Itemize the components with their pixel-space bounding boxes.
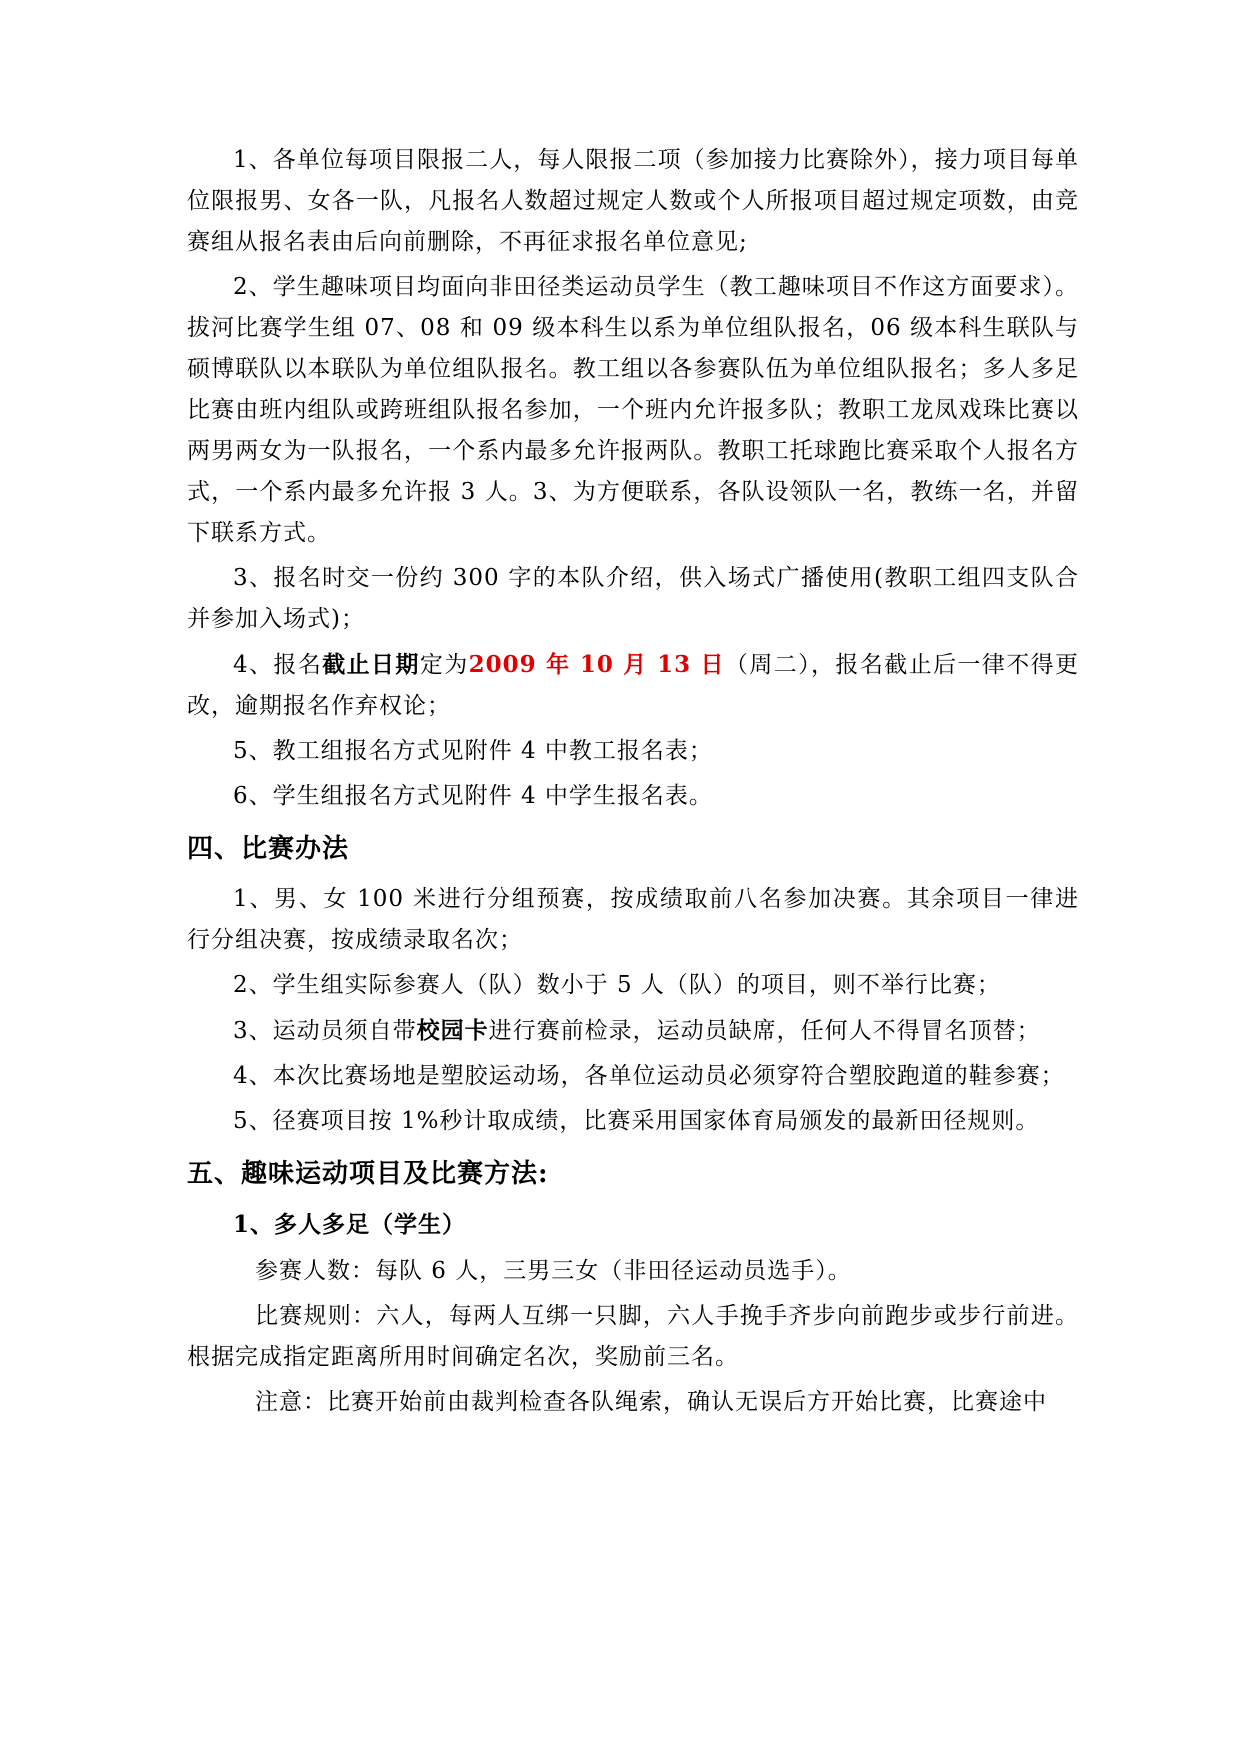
event-1-participants: 参赛人数：每队 6 人，三男三女（非田径运动员选手）。 — [255, 1258, 852, 1284]
section-4-title: 四、比赛办法 — [187, 834, 350, 864]
registration-item-1: 1、各单位每项目限报二人，每人限报二项（参加接力比赛除外），接力项目每单位限报男、女各一队，凡报名人数超过规定人数或个人所报项目超过规定项数，由竞赛组从报名表由后向前删除，不再征求报名单位意见; — [187, 147, 1079, 255]
registration-item-4 — [187, 644, 1079, 727]
registration-item-4-mid: 定为 — [419, 652, 469, 678]
competition-rule-3 — [187, 1010, 1079, 1052]
registration-item-3: 3、报名时交一份约 300 字的本队介绍，供入场式广播使用(教职工组四支队合并参加入场式)； — [187, 565, 1079, 632]
registration-item-2: 2、学生趣味项目均面向非田径类运动员学生（教工趣味项目不作这方面要求）。拔河比赛学生组 07、08 和 09 级本科生以系为单位组队报名，06 级本科生联队与硕博联队以本联队为单位组队报名。教工组以各参赛队伍为单位组队报名；多人多足比赛由班内组队或跨班组队报名参加，一个班内允许报多队；教职工龙凤戏珠比赛以两男两女为一队报名，一个系内最多允许报两队。教职工托球跑比赛采取个人报名方式，一个系内最多允许报 3 人。3、为方便联系，各队设领队一名，教练一名，并留下联系方式。 — [187, 274, 1079, 546]
competition-rule-3-suffix: 进行赛前检录，运动员缺席，任何人不得冒名顶替； — [488, 1018, 1041, 1044]
registration-item-4-suffix: （周二），报名截止后一律不得更改，逾期报名作弃权论； — [187, 652, 1080, 719]
competition-rule-2: 2、学生组实际参赛人（队）数小于 5 人（队）的项目，则不举行比赛； — [233, 972, 1001, 998]
event-1-note: 注意：比赛开始前由裁判检查各队绳索，确认无误后方开始比赛，比赛途中 — [255, 1389, 1047, 1415]
registration-item-6: 6、学生组报名方式见附件 4 中学生报名表。 — [233, 783, 713, 809]
deadline-date: 2009 年 10 月 13 日 — [468, 651, 725, 678]
competition-rule-4: 4、本次比赛场地是塑胶运动场，各单位运动员必须穿符合塑胶跑道的鞋参赛； — [233, 1063, 1065, 1089]
campus-card-label: 校园卡 — [416, 1017, 489, 1044]
deadline-label: 截止日期 — [322, 651, 420, 678]
registration-item-5: 5、教工组报名方式见附件 4 中教工报名表； — [233, 738, 713, 764]
event-1-title: 1、多人多足（学生） — [233, 1211, 467, 1238]
competition-rule-3-prefix: 3、运动员须自带 — [233, 1018, 417, 1044]
competition-rule-5: 5、径赛项目按 1%秒计取成绩，比赛采用国家体育局颁发的最新田径规则。 — [233, 1108, 1040, 1134]
event-1-rules: 比赛规则：六人，每两人互绑一只脚，六人手挽手齐步向前跑步或步行前进。根据完成指定距离所用时间确定名次，奖励前三名。 — [187, 1303, 1079, 1370]
registration-item-4-prefix: 4、报名 — [233, 652, 323, 678]
competition-rule-1: 1、男、女 100 米进行分组预赛，按成绩取前八名参加决赛。其余项目一律进行分组决赛，按成绩录取名次； — [187, 886, 1079, 953]
section-5-title: 五、趣味运动项目及比赛方法: — [187, 1159, 549, 1189]
document-page — [187, 140, 1079, 1427]
